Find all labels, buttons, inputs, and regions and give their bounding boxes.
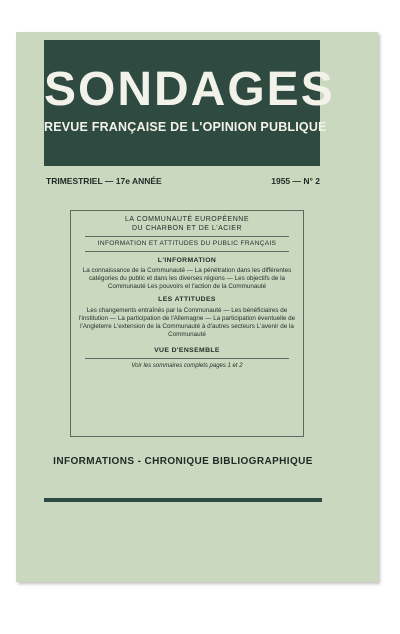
magazine-subtitle: REVUE FRANÇAISE DE L'OPINION PUBLIQUE	[44, 120, 327, 134]
contents-heading-line2: DU CHARBON ET DE L'ACIER	[131, 224, 243, 232]
footer-rubrics: INFORMATIONS - CHRONIQUE BIBLIOGRAPHIQUE	[53, 456, 313, 467]
magazine-title: SONDAGES	[44, 63, 335, 116]
section-overview-title: VUE D'ENSEMBLE	[154, 346, 220, 354]
footer-bar	[44, 498, 322, 502]
issue-number: 1955 — N° 2	[271, 176, 320, 186]
contents-divider	[85, 236, 289, 237]
contents-box	[70, 210, 304, 437]
section-information-body: La connaissance de la Communauté — La pénétration dans les différentes catégories du public et dans les diverses régions — Les objectifs de la Communauté Les pouvoirs et l'action de la Communauté	[82, 267, 292, 291]
contents-subheading: INFORMATION ET ATTITUDES DU PUBLIC FRANÇAIS	[97, 240, 277, 247]
section-attitudes-body: Les changements entraînés par la Communauté — Les bénéficiaires de l'institution — La participation de l'Allemagne — La participation éventuelle de l'Angleterre L'extension de la Communauté à d'autres secteurs L'avenir de la Communauté	[78, 306, 296, 338]
issue-periodicity: TRIMESTRIEL — 17e ANNÉE	[46, 176, 162, 186]
section-information-title: L'INFORMATION	[157, 257, 217, 265]
section-attitudes-title: LES ATTITUDES	[158, 296, 216, 304]
masthead-banner	[44, 40, 335, 166]
contents-note: Voir les sommaires complets pages 1 et 2	[131, 363, 243, 370]
contents-divider	[85, 251, 289, 252]
contents-heading-line1: LA COMMUNAUTÉ EUROPÉENNE	[124, 216, 250, 223]
contents-divider	[85, 358, 289, 359]
